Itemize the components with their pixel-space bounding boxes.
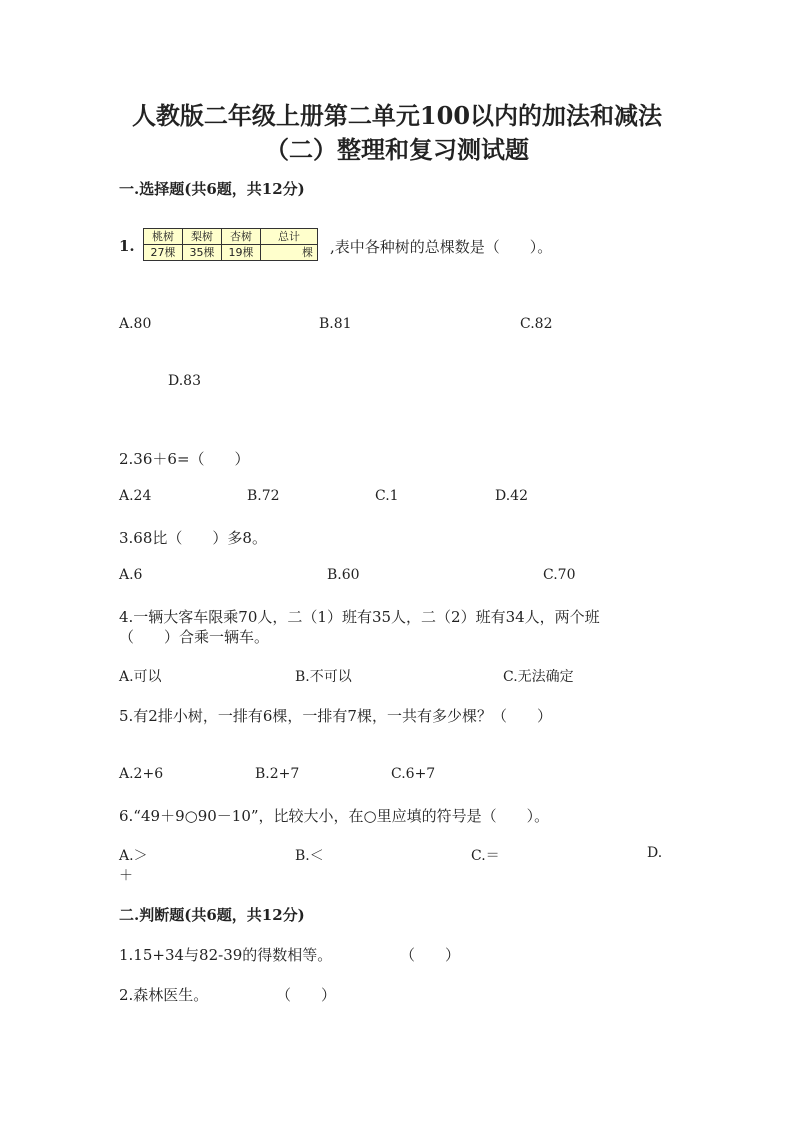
judgement-2: 2.森林医生。 <box>119 986 209 1004</box>
q2-option-d: D.42 <box>495 488 528 504</box>
page-title: 人教版二年级上册第二单元100以内的加法和减法 <box>131 101 663 130</box>
question-1-number: 1. <box>119 237 135 255</box>
section-heading-judgement: 二.判断题(共6题，共12分) <box>119 906 305 924</box>
question-3: 3.68比（ ）多8。 <box>119 529 267 547</box>
q3-option-c: C.70 <box>543 567 576 583</box>
page-subtitle: （二）整理和复习测试题 <box>265 135 529 164</box>
tree-count-table <box>143 228 318 261</box>
q4-option-c: C.无法确定 <box>503 669 574 685</box>
table-header-cell: 杏树 <box>222 229 261 245</box>
q1-option-b: B.81 <box>319 316 352 332</box>
q4-option-a: A.可以 <box>119 669 162 685</box>
q2-option-b: B.72 <box>247 488 280 504</box>
q3-option-b: B.60 <box>327 567 360 583</box>
table-cell: 27棵 <box>144 245 183 261</box>
section-heading-choice: 一.选择题(共6题，共12分) <box>119 180 305 198</box>
judgement-1: 1.15+34与82-39的得数相等。 <box>119 946 333 964</box>
q5-option-c: C.6+7 <box>391 766 436 782</box>
table-header-cell: 梨树 <box>183 229 222 245</box>
q2-option-c: C.1 <box>375 488 399 504</box>
q3-option-a: A.6 <box>119 567 143 583</box>
judgement-2-answer-blank: （ ） <box>276 986 337 1004</box>
q1-option-d: D.83 <box>168 373 201 389</box>
q5-option-a: A.2+6 <box>119 766 164 782</box>
table-header-cell: 总计 <box>261 229 318 245</box>
q5-option-b: B.2+7 <box>255 766 300 782</box>
judgement-1-answer-blank: （ ） <box>400 946 461 964</box>
question-4-line-2: （ ）合乘一辆车。 <box>119 628 270 646</box>
table-row <box>144 245 318 261</box>
question-1-text: ,表中各种树的总棵数是（ ）。 <box>330 238 553 256</box>
table-cell: 35棵 <box>183 245 222 261</box>
q4-option-b: B.不可以 <box>295 669 352 685</box>
question-5: 5.有2排小树，一排有6棵，一排有7棵，一共有多少棵？（ ） <box>119 707 552 725</box>
q1-option-a: A.80 <box>119 316 152 332</box>
q6-option-b: B.＜ <box>295 848 324 864</box>
q6-option-d: D. <box>647 845 663 861</box>
q2-option-a: A.24 <box>119 488 152 504</box>
table-cell: 19棵 <box>222 245 261 261</box>
q6-option-d-value: ＋ <box>119 868 133 884</box>
q1-option-c: C.82 <box>520 316 553 332</box>
table-header-cell: 桃树 <box>144 229 183 245</box>
question-4-line-1: 4.一辆大客车限乘70人，二（1）班有35人，二（2）班有34人，两个班 <box>119 608 600 626</box>
question-6: 6.“49＋9○90－10”，比较大小，在○里应填的符号是（ ）。 <box>119 807 550 825</box>
question-2: 2.36＋6=（ ） <box>119 450 250 468</box>
q6-option-a: A.＞ <box>119 848 148 864</box>
q6-option-c: C.＝ <box>471 848 500 864</box>
table-cell: 棵 <box>261 245 318 261</box>
table-header-row <box>144 229 318 245</box>
